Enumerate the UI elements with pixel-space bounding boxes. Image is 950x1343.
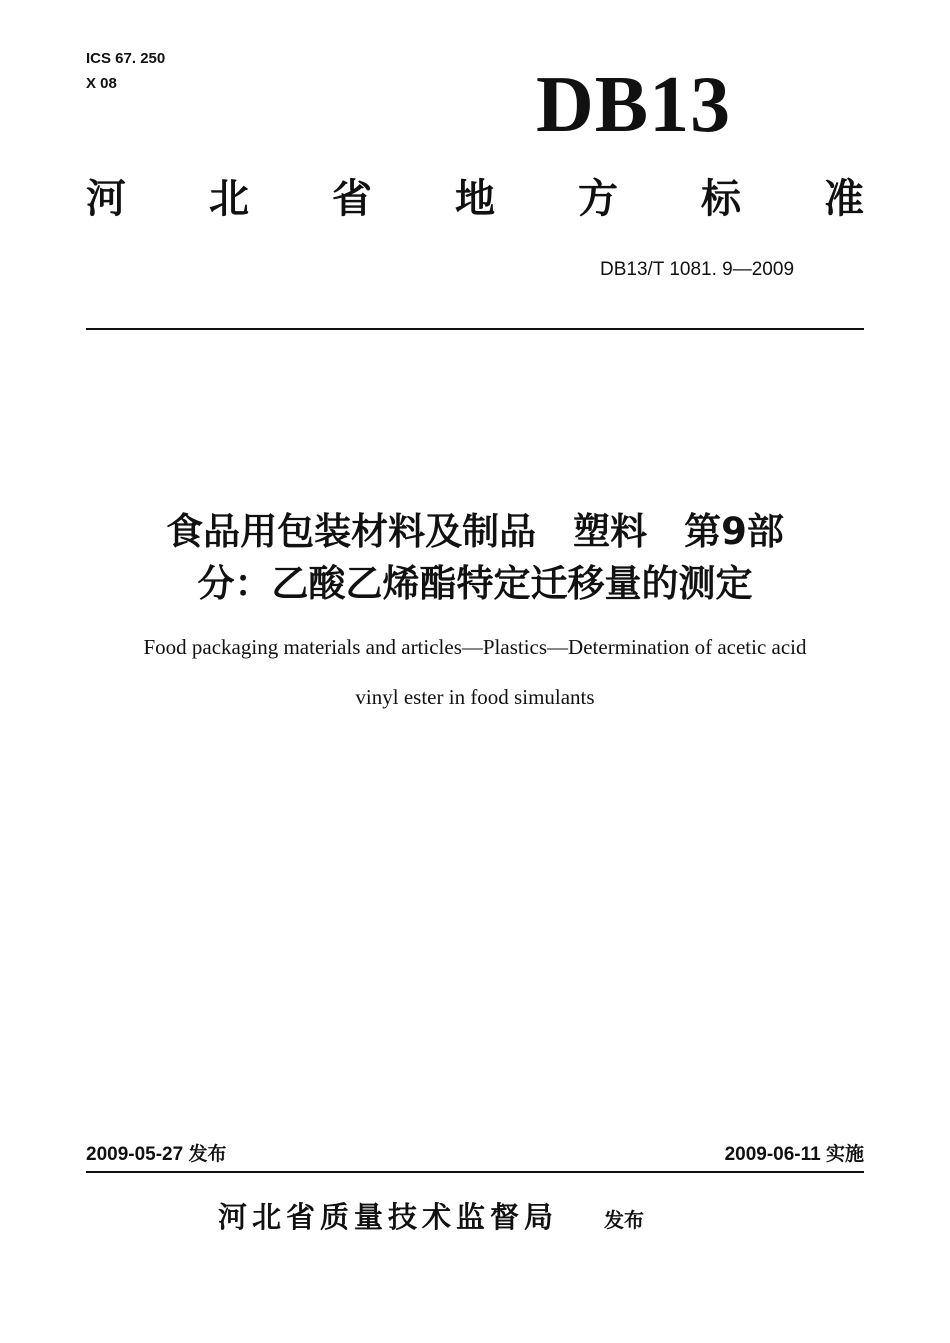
bottom-divider: [86, 1171, 864, 1173]
date-row: [86, 1140, 864, 1170]
standard-type-char: 方: [578, 176, 618, 222]
standard-type-title: [86, 172, 864, 226]
standard-type-char: 地: [455, 176, 495, 222]
class-code: X 08: [86, 75, 117, 92]
standard-type-char: 河: [86, 176, 126, 222]
ics-code: ICS 67. 250: [86, 50, 166, 67]
classification-codes: [86, 46, 165, 96]
effective-date: 2009-06-11 实施: [724, 1144, 864, 1165]
chinese-title-line-2: 分：乙酸乙烯酯特定迁移量的测定: [197, 562, 753, 605]
standard-type-char: 北: [209, 176, 249, 222]
issue-label: 发布: [604, 1208, 645, 1232]
issue-date: 2009-05-27 发布: [86, 1144, 227, 1165]
standard-number: DB13/T 1081. 9—2009: [600, 259, 795, 280]
english-title: [86, 622, 864, 722]
english-title-line-1: Food packaging materials and articles—Plastics—Determination of acetic acid: [143, 635, 807, 659]
standard-type-char: 准: [824, 176, 864, 222]
issuing-authority: 河北省质量技术监督局: [218, 1200, 559, 1234]
english-title-line-2: vinyl ester in food simulants: [355, 685, 595, 709]
top-divider: [86, 328, 864, 330]
chinese-title-line-1: 食品用包装材料及制品 塑料 第9部: [166, 510, 784, 553]
issuer-row: [218, 1195, 644, 1242]
chinese-title: [86, 506, 864, 610]
standard-type-char: 标: [701, 176, 741, 222]
standard-type-char: 省: [332, 176, 372, 222]
db13-logo: DB13: [536, 61, 732, 149]
